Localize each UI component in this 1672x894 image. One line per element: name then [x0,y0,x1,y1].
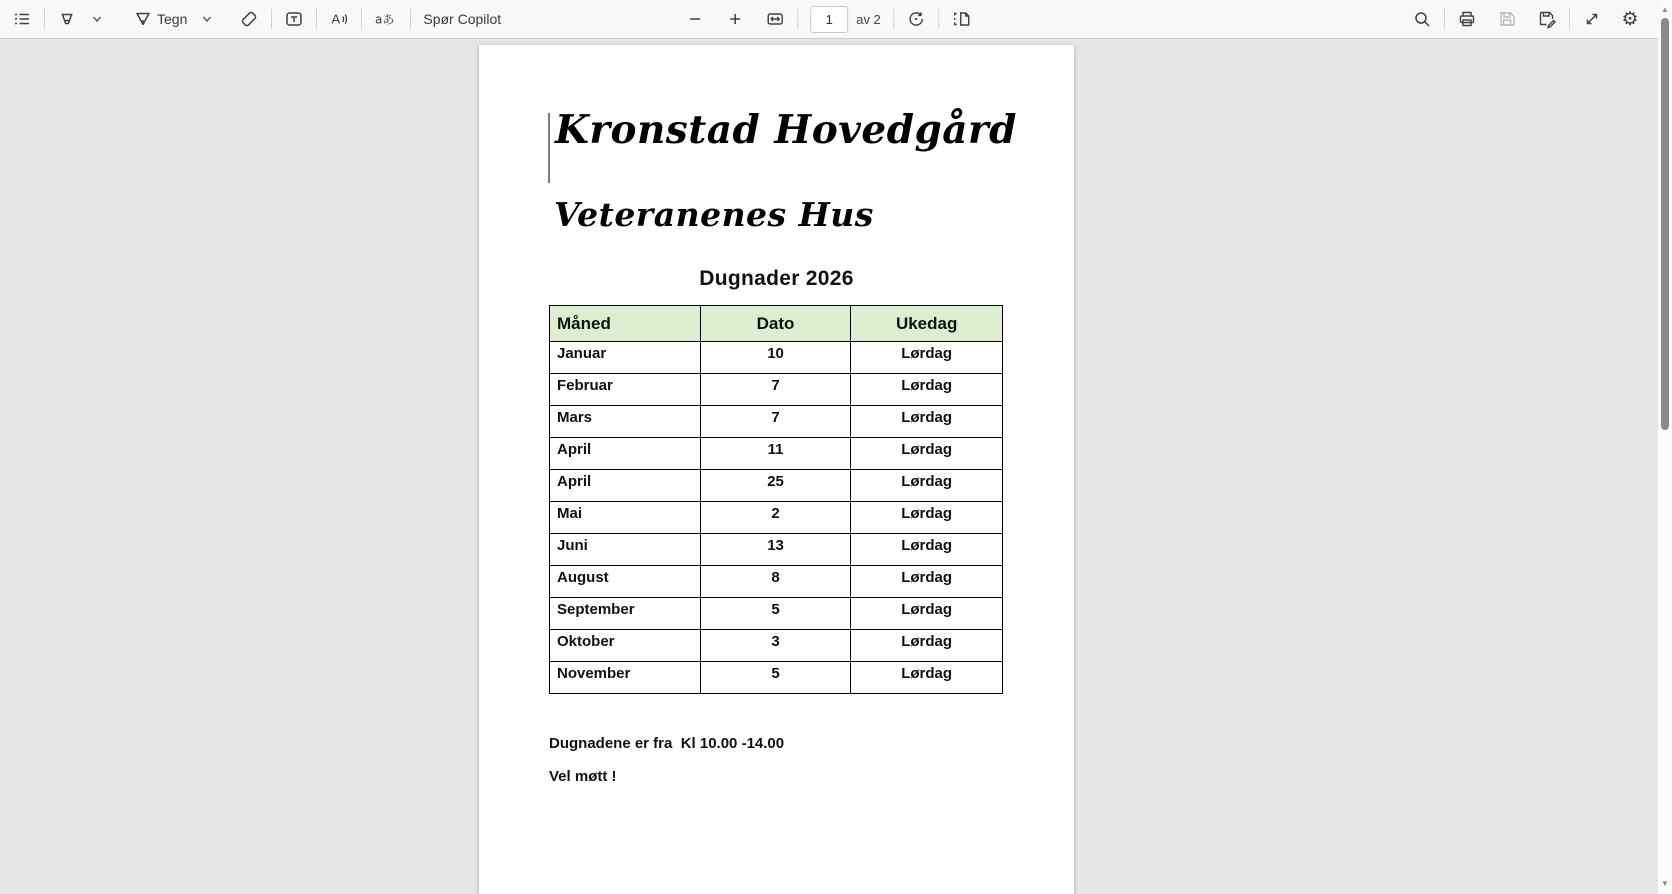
table-row [550,502,1003,534]
settings-icon: ⚙ [1621,8,1639,30]
fit-to-width-button[interactable] [761,5,789,33]
save-icon [1497,9,1517,29]
text-cursor-bar [548,113,550,183]
zoom-in-button[interactable] [721,5,749,33]
table-cell: Lørdag [851,406,1003,438]
column-header-dato: Dato [700,306,851,342]
document-footer-line1: Dugnadene er fra Kl 10.00 -14.00 [549,735,785,752]
draw-options-button[interactable] [193,5,221,33]
table-cell: August [550,566,701,598]
fullscreen-icon [1582,9,1602,29]
table-cell: Oktober [550,630,701,662]
read-aloud-icon [329,9,349,29]
toolbar-separator [44,9,45,29]
search-icon [1412,9,1432,29]
table-cell: Lørdag [851,662,1003,694]
add-text-button[interactable] [280,5,308,33]
table-cell: November [550,662,701,694]
save-as-icon [1537,9,1557,29]
table-row [550,438,1003,470]
read-aloud-button[interactable] [325,5,353,33]
draw-pen-icon [133,9,153,29]
fullscreen-button[interactable] [1578,5,1606,33]
highlight-button[interactable] [53,5,81,33]
table-cell: Mars [550,406,701,438]
zoom-out-button[interactable] [681,5,709,33]
pdf-toolbar [0,0,1658,39]
table-cell: 11 [700,438,851,470]
table-cell: 10 [700,342,851,374]
scrollbar-thumb[interactable] [1661,18,1669,430]
table-cell: Lørdag [851,502,1003,534]
table-cell: September [550,598,701,630]
table-cell: Lørdag [851,374,1003,406]
print-icon [1457,9,1477,29]
toolbar-separator [1569,9,1570,29]
fit-width-icon [765,9,785,29]
column-header-ukedag: Ukedag [851,306,1003,342]
eraser-icon [239,9,259,29]
page-view-icon [951,9,973,29]
vertical-scrollbar[interactable] [1658,0,1672,894]
chevron-down-icon [200,12,214,26]
table-cell: April [550,470,701,502]
table-cell: 5 [700,598,851,630]
schedule-table-body [550,342,1003,694]
rotate-button[interactable] [902,5,930,33]
scroll-down-icon[interactable]: ▼ [1661,878,1669,888]
schedule-table [549,305,1003,694]
table-row [550,374,1003,406]
table-row [550,598,1003,630]
table-cell: 25 [700,470,851,502]
toolbar-separator [361,9,362,29]
table-cell: Lørdag [851,566,1003,598]
table-cell: Lørdag [851,438,1003,470]
table-cell: 7 [700,374,851,406]
text-box-icon [284,9,304,29]
table-cell: Lørdag [851,534,1003,566]
search-button[interactable] [1408,5,1436,33]
toolbar-separator [1444,9,1445,29]
toolbar-center-group [681,5,977,33]
toolbar-separator [893,9,894,29]
toolbar-separator [938,9,939,29]
toolbar-separator [271,9,272,29]
table-header-row [550,306,1003,342]
table-cell: Januar [550,342,701,374]
ask-copilot-label: Spør Copilot [423,11,502,27]
table-cell: 2 [700,502,851,534]
toolbar-separator [410,9,411,29]
table-cell: Lørdag [851,598,1003,630]
pdf-canvas[interactable] [0,40,1658,894]
table-row [550,470,1003,502]
draw-button[interactable] [129,5,191,33]
save-as-button[interactable] [1533,5,1561,33]
toolbar-separator [797,9,798,29]
page-count-label: av 2 [856,11,881,27]
table-cell: Lørdag [851,342,1003,374]
document-title-line1: Kronstad Hovedgård [555,107,1017,153]
document-heading: Dugnader 2026 [699,267,854,290]
page-view-button[interactable] [947,5,977,33]
table-of-contents-button[interactable] [8,5,36,33]
print-button[interactable] [1453,5,1481,33]
table-row [550,566,1003,598]
table-cell: Juni [550,534,701,566]
table-cell: Februar [550,374,701,406]
document-title-line2: Veteranenes Hus [554,195,874,234]
toolbar-separator [316,9,317,29]
table-cell: April [550,438,701,470]
highlighter-icon [57,9,77,29]
svg-text:A: A [331,11,341,27]
erase-button[interactable] [235,5,263,33]
table-cell: 7 [700,406,851,438]
table-row [550,662,1003,694]
page-number-input[interactable] [810,6,848,33]
translate-icon [374,9,398,29]
toolbar-left-group [0,5,505,33]
chevron-down-icon [90,12,104,26]
scroll-up-icon[interactable]: ▲ [1661,4,1669,14]
table-row [550,534,1003,566]
table-cell: Lørdag [851,630,1003,662]
rotate-icon [906,9,926,29]
svg-text:aあ: aあ [375,12,395,27]
table-row [550,342,1003,374]
zoom-in-icon [725,9,745,29]
document-footer-line2: Vel møtt ! [549,768,617,785]
column-header-maned: Måned [550,306,701,342]
table-cell: Mai [550,502,701,534]
settings-button[interactable] [1616,5,1644,33]
table-row [550,406,1003,438]
table-row [550,630,1003,662]
draw-button-label: Tegn [157,11,188,27]
table-of-contents-icon [12,9,32,29]
table-cell: 8 [700,566,851,598]
zoom-out-icon [685,9,705,29]
highlight-options-button[interactable] [83,5,111,33]
table-cell: 3 [700,630,851,662]
translate-button[interactable] [370,5,402,33]
pdf-page[interactable] [479,45,1074,894]
table-cell: Lørdag [851,470,1003,502]
ask-copilot-button[interactable] [419,5,505,33]
table-cell: 5 [700,662,851,694]
table-cell: 13 [700,534,851,566]
toolbar-right-group [1408,5,1644,33]
save-button [1493,5,1521,33]
